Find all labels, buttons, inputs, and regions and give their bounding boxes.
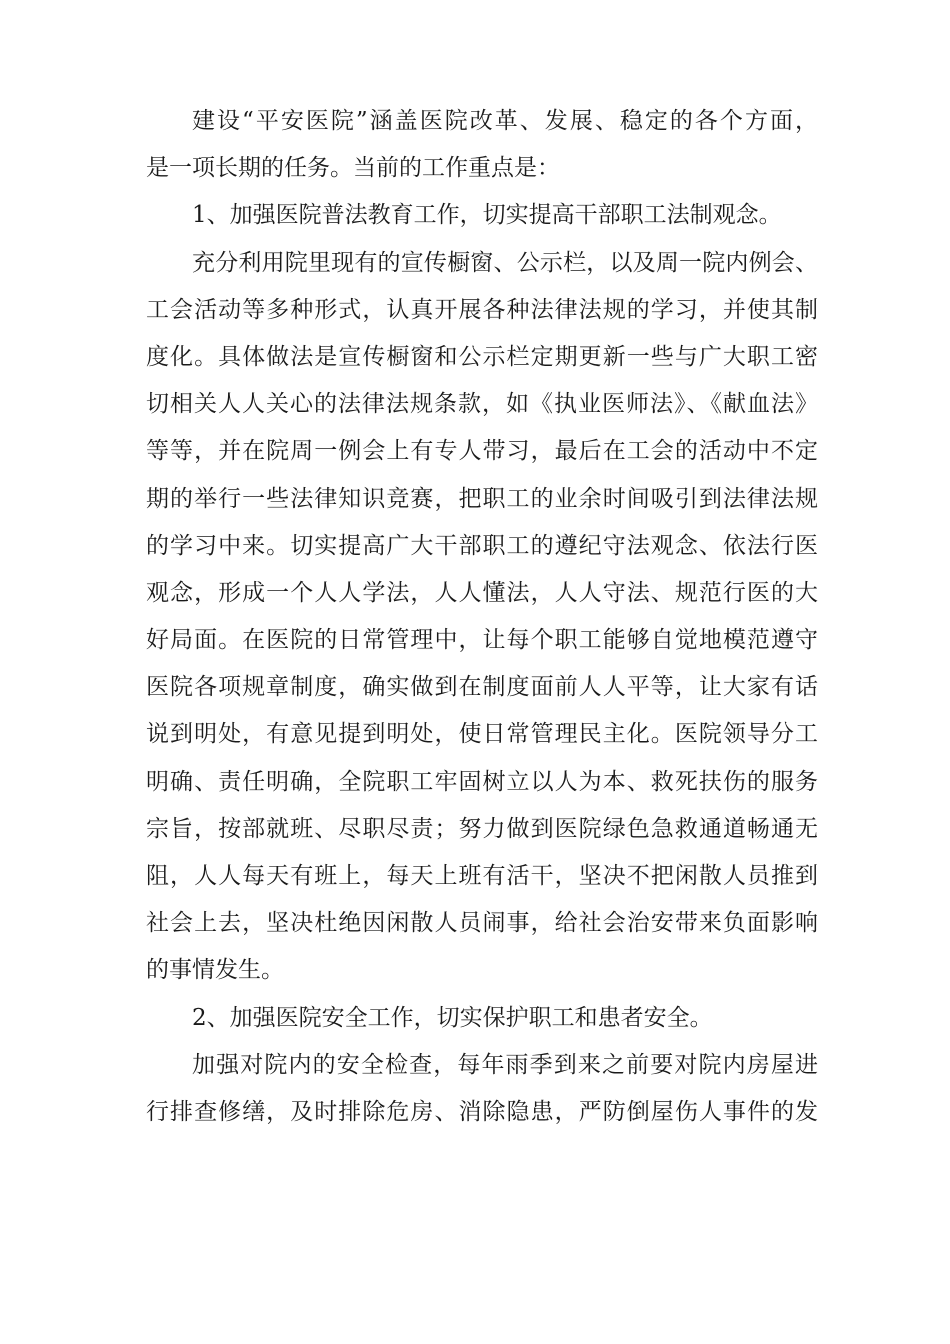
text-line: 建设“平安医院”涵盖医院改革、发展、稳定的各个方面， xyxy=(192,108,818,134)
text-line: 切相关人人关心的法律法规条款，如《执业医师法》、《献血法》 xyxy=(146,391,818,418)
text-line: 度化。具体做法是宣传橱窗和公示栏定期更新一些与广大职工密 xyxy=(146,343,818,370)
text-line: 说到明处，有意见提到明处，使日常管理民主化。医院领导分工 xyxy=(146,721,818,748)
text-line: 的事情发生。 xyxy=(146,957,284,984)
text-line: 行排查修缮，及时排除危房、消除隐患，严防倒屋伤人事件的发 xyxy=(146,1098,818,1125)
text-line: 阻，人人每天有班上，每天上班有活干，坚决不把闲散人员推到 xyxy=(146,863,818,889)
text-line: 宗旨，按部就班、尽职尽责；努力做到医院绿色急救通道畅通无 xyxy=(146,815,818,842)
text-line: 2、加强医院安全工作，切实保护职工和患者安全。 xyxy=(192,1004,713,1031)
text-line: 充分利用院里现有的宣传橱窗、公示栏，以及周一院内例会、 xyxy=(192,249,818,276)
text-line: 的学习中来。切实提高广大干部职工的遵纪守法观念、依法行医 xyxy=(146,532,818,559)
text-line: 明确、责任明确，全院职工牢固树立以人为本、救死扶伤的服务 xyxy=(146,768,818,795)
document-body xyxy=(146,98,818,1136)
text-line: 等等，并在院周一例会上有专人带习，最后在工会的活动中不定 xyxy=(146,438,818,465)
text-line: 1、加强医院普法教育工作，切实提高干部职工法制观念。 xyxy=(192,202,782,229)
text-line: 期的举行一些法律知识竞赛，把职工的业余时间吸引到法律法规 xyxy=(146,485,818,512)
text-line: 社会上去，坚决杜绝因闲散人员闹事，给社会治安带来负面影响 xyxy=(146,910,818,937)
text-line: 工会活动等多种形式，认真开展各种法律法规的学习，并使其制 xyxy=(146,296,818,323)
text-line: 是一项长期的任务。当前的工作重点是： xyxy=(146,155,560,182)
text-line: 医院各项规章制度，确实做到在制度面前人人平等，让大家有话 xyxy=(146,674,818,701)
text-line: 加强对院内的安全检查，每年雨季到来之前要对院内房屋进 xyxy=(192,1051,818,1078)
text-line: 观念，形成一个人人学法，人人懂法，人人守法、规范行医的大 xyxy=(146,579,818,606)
text-line: 好局面。在医院的日常管理中，让每个职工能够自觉地模范遵守 xyxy=(146,627,818,654)
